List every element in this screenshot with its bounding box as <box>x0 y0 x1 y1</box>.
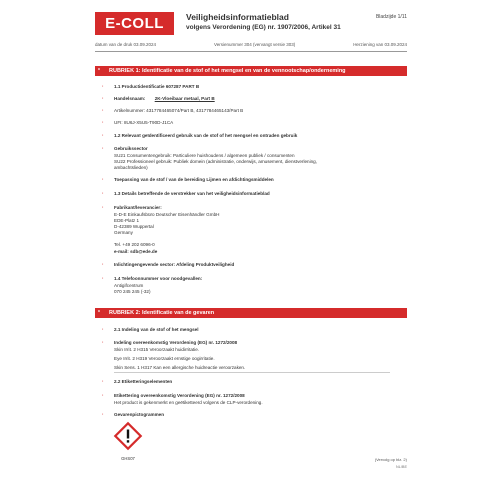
section-2-star: * <box>98 310 100 316</box>
heading-1-4: 1.4 Telefoonnummer voor noodgevallen: <box>114 276 203 281</box>
handelsnaam-label: Handelsnaam: <box>114 96 146 101</box>
company-logo: E-COLL <box>95 12 174 35</box>
bullet: · <box>102 393 104 399</box>
company-country: Germany <box>114 230 133 235</box>
bullet: · <box>102 191 104 197</box>
heading-2-2: 2.2 Etiketteringselementen <box>114 379 173 384</box>
document-subtitle: volgens Verordening (EG) nr. 1907/2006, Artikel 31 <box>186 24 341 31</box>
locale-code: NL/BE <box>396 465 407 469</box>
header-divider <box>95 51 407 52</box>
bullet: · <box>102 96 104 102</box>
classification-skin-irrit: Skin Irrit. 2 H315 Veroorzaakt huidirritatie. <box>114 347 200 352</box>
antigif-label: Antigifcentrum <box>114 283 144 288</box>
section-1-header: RUBRIEK 1: Identificatie van de stof of het mengsel en van de vennootschap/onderneming <box>95 66 407 76</box>
document-meta-row <box>95 42 407 50</box>
fabrikant-label: Fabrikant/leverancier: <box>114 205 162 210</box>
artikelnummer: Artikelnummer: 4317784465074/Part B, 4317784465143/Part B <box>114 108 244 113</box>
bullet: · <box>102 84 104 90</box>
company-city: D-42389 Wuppertal <box>114 224 154 229</box>
handelsnaam-row <box>114 96 215 102</box>
antigif-phone: 070 245 245 (-32) <box>114 289 151 294</box>
bullet: · <box>102 412 104 418</box>
su22-line-cont: ambachtslieden) <box>114 165 148 170</box>
heading-1-1: 1.1 Productidentificatie 607287 PART B <box>114 84 200 89</box>
bullet: · <box>102 276 104 282</box>
revision-date: Herziening van 03.09.2024 <box>353 42 407 47</box>
indeling-label: Indeling overeenkomstig Verordening (EG) nr. 1272/2008 <box>114 340 238 345</box>
classification-eye-irrit: Eye Irrit. 2 H319 Veroorzaakt ernstige oogirritatie. <box>114 356 215 361</box>
ghs07-pictogram <box>113 421 143 463</box>
document-title: Veiligheidsinformatieblad <box>186 12 289 22</box>
inlichtingen-line: Inlichtingengevende sector: Afdeling Produktveiligheid <box>114 262 235 267</box>
bullet: · <box>102 108 104 114</box>
section-2-header: RUBRIEK 2: Identificatie van de gevaren <box>95 308 407 318</box>
ufi-code: UFI: 8U6J-X5U5-T90D-J1CA <box>114 120 174 125</box>
bullet: · <box>102 146 104 152</box>
continued-note: (Vervolg op blz. 2) <box>374 457 407 462</box>
company-name: E-D-E Einkaufsbüro Deutscher Eisenhändler GmbH <box>114 212 220 217</box>
su21-line: SU21 Consumentengebruik: Particuliere huishoudens / algemeen publiek / consumenten <box>114 153 295 158</box>
bullet: · <box>102 379 104 385</box>
section-1-star: * <box>98 68 100 74</box>
company-street: EDE-Platz 1 <box>114 218 140 223</box>
bullet: · <box>102 205 104 211</box>
gevarenpictogrammen-label: Gevarenpictogrammen <box>114 412 165 417</box>
heading-2-1: 2.1 Indeling van de stof of het mengsel <box>114 327 199 332</box>
page-number: Bladzijde 1/11 <box>375 14 407 20</box>
gebruikssector-label: Gebruikssector <box>114 146 148 151</box>
su22-line: SU22 Professioneel gebruik: Publiek domein (administratie, onderwijs, amusement, dienstverlening, <box>114 159 317 164</box>
bullet: · <box>102 177 104 183</box>
exclamation-hazard-icon <box>113 421 143 451</box>
bullet: · <box>102 120 104 126</box>
bullet: · <box>102 327 104 333</box>
etikettering-desc: Het product is gekenmerkt en geëtiketteerd volgens de CLP-verordening. <box>114 400 263 405</box>
bullet: · <box>102 133 104 139</box>
row-divider <box>114 372 390 373</box>
company-email: e-mail: sdb@ede.de <box>114 249 158 254</box>
bullet: · <box>102 262 104 268</box>
handelsnaam-value: 2K-Vloeibaar metaal, Part B <box>154 96 215 101</box>
heading-1-2: 1.2 Relevant geïdentificeerd gebruik van de stof of het mengsel en ontraden gebruik <box>114 133 298 138</box>
ghs-code: GHS07 <box>121 456 135 461</box>
etikettering-label: Etikettering overeenkomstig Verordening (EG) nr. 1272/2008 <box>114 393 245 398</box>
bullet: · <box>102 340 104 346</box>
classification-skin-sens: Skin Sens. 1 H317 Kan een allergische huidreactie veroorzaken. <box>114 365 246 370</box>
heading-1-3: 1.3 Details betreffende de verstrekker van het veiligheidsinformatieblad <box>114 191 270 196</box>
version-number: Versienummer 304 (vervangt versie 303) <box>213 42 296 47</box>
company-phone: Tel. +49 202 6096-0 <box>114 242 155 247</box>
toepassing-line: Toepassing van de stof / van de bereiding Lijmen en afdichtingsmiddelen <box>114 177 274 182</box>
print-date: datum van de druk 03.09.2024 <box>95 42 157 47</box>
